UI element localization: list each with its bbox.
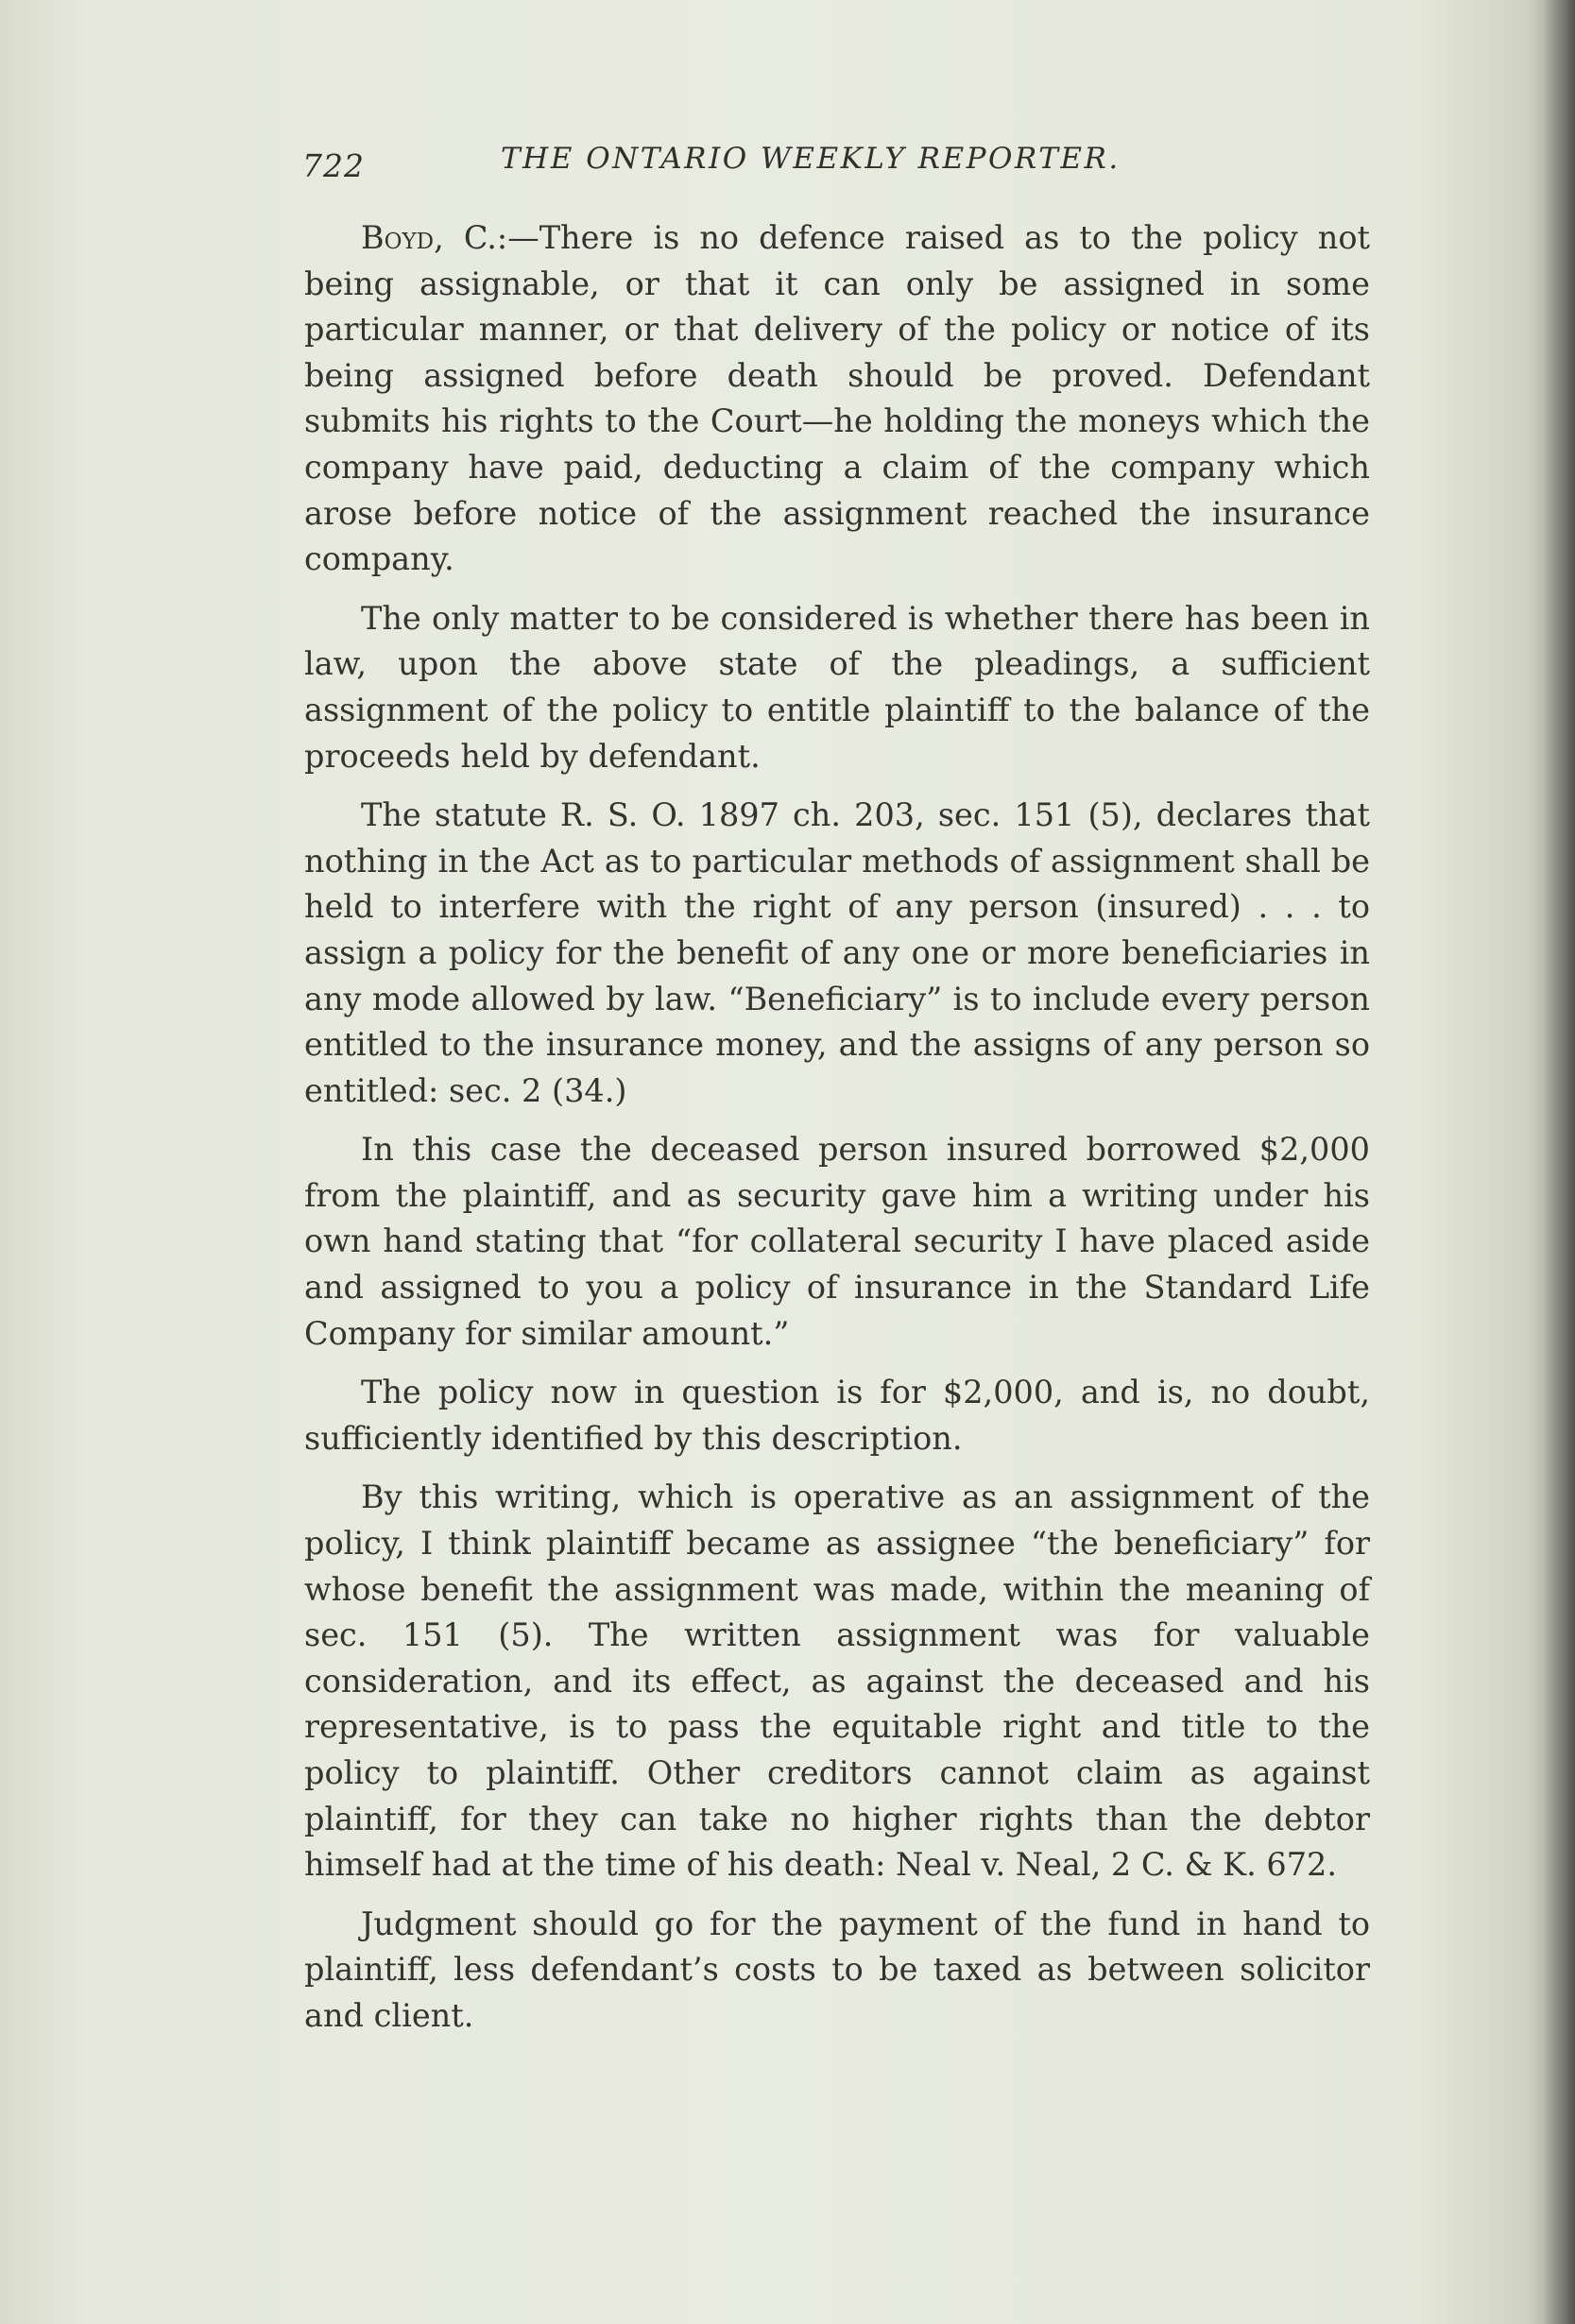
page-header: [302, 140, 1379, 187]
paragraph-2: The only matter to be considered is whether there has been in law, upon the above state of the pleadings, a sufficient assignment of the policy to entitle plaintiff to the balance of the proceeds held by defendant.: [304, 599, 1370, 775]
page-number: 722: [302, 147, 365, 184]
paragraph-4: In this case the deceased person insured borrowed $2,000 from the plaintiff, and as security gave him a writing under his own hand stating that “for collateral security I have placed aside and assigned to you a policy of insurance in the Standard Life Company for similar amount.”: [304, 1131, 1370, 1352]
paragraph-6: By this writing, which is operative as an assignment of the policy, I think plaintiff became as assignee “the beneficiary” for whose benefit the assignment was made, within the meaning of sec. 151 (5). The written assignment was for valuable consideration, and its effect, as against the deceased and his representative, is to pass the equitable right and title to the policy to plaintiff. Other creditors cannot claim as against plaintiff, for they can take no higher rights than the debtor himself had at the time of his death: Neal v. Neal, 2 C. & K. 672.: [304, 1478, 1370, 1884]
paragraph-1-text: :—There is no defence raised as to the policy not being assignable, or that it can only be assigned in some particular manner, or that delivery of the policy or notice of its being assigned before death should be proved. Defendant submits his rights to the Court—he holding the moneys which the company have paid, deducting a claim of the company which arose before notice of the assignment reached the insurance company.: [304, 219, 1370, 578]
paragraph-7: Judgment should go for the payment of the fund in hand to plaintiff, less defendant’s costs to be taxed as between solicitor and client.: [304, 1905, 1370, 2034]
paragraph-3: The statute R. S. O. 1897 ch. 203, sec. 151 (5), declares that nothing in the Act as to particular methods of assignment shall be held to interfere with the right of any person (insured) . . . to assign a policy for the benefit of any one or more beneficiaries in any mode allowed by law. “Beneficiary” is to include every person entitled to the insurance money, and the assigns of any person so entitled: sec. 2 (34.): [304, 796, 1370, 1109]
paragraph-1: [304, 215, 1370, 583]
body-text: [304, 215, 1370, 2040]
judge-name: Boyd, C.: [361, 219, 497, 256]
page-edge-shadow: [1543, 0, 1575, 2324]
running-head: THE ONTARIO WEEKLY REPORTER.: [501, 142, 1121, 176]
paragraph-5: The policy now in question is for $2,000, and is, no doubt, sufficiently identified by this description.: [304, 1374, 1370, 1457]
